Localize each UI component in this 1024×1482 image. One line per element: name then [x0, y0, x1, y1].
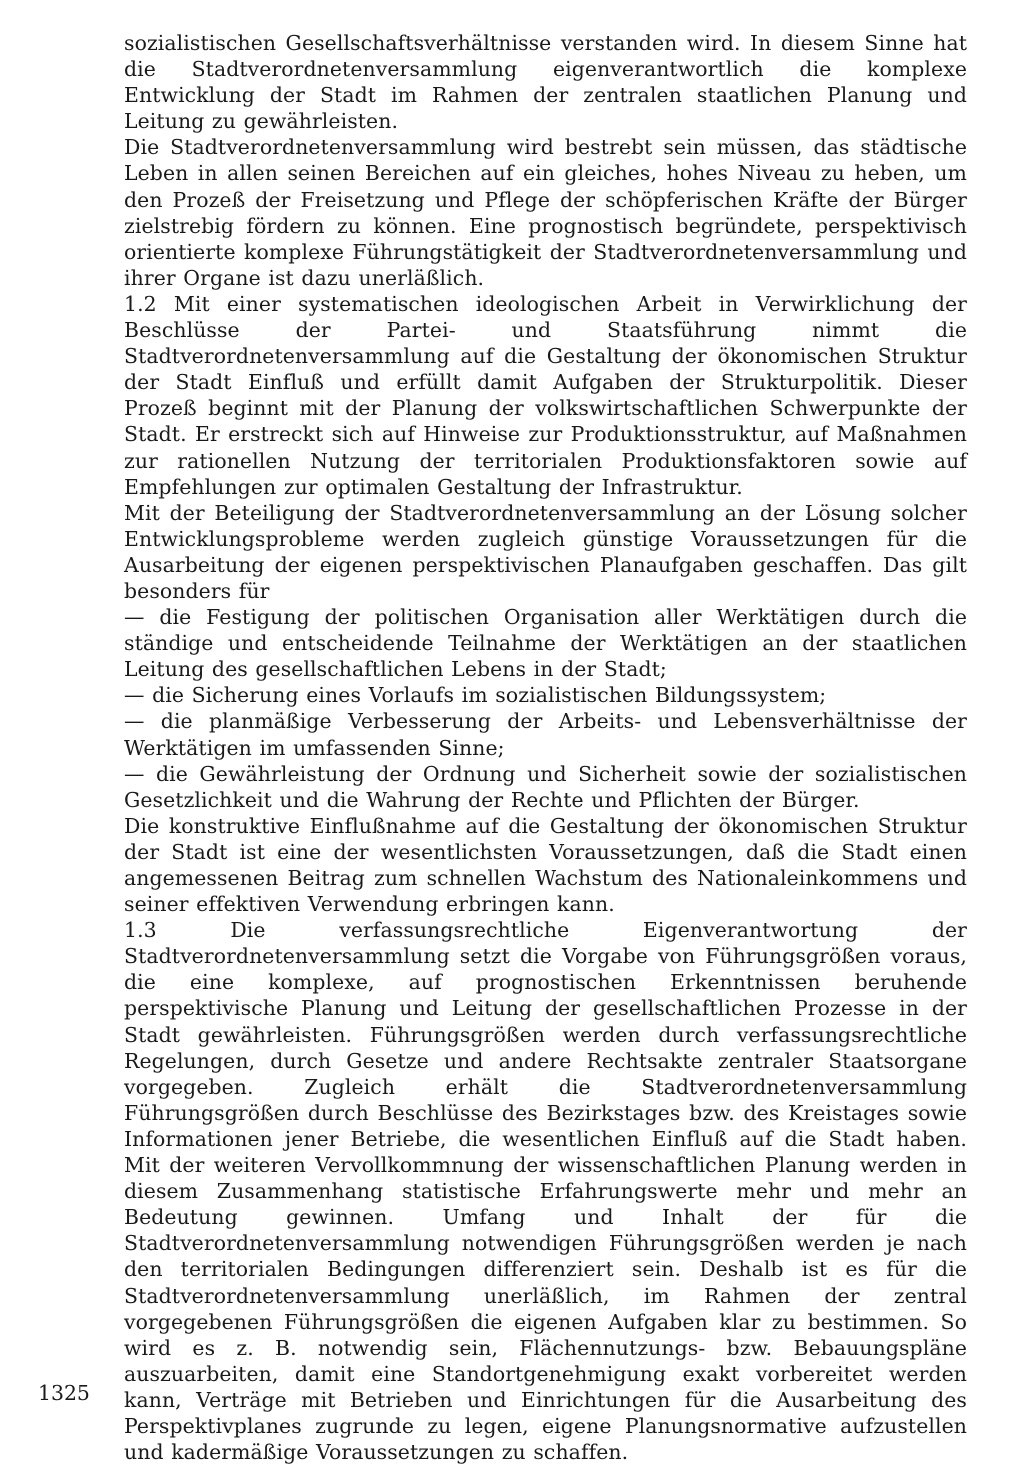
paragraph-section-1-3: 1.3 Die verfassungsrechtliche Eigenverantwortung der Stadtverordnetenversammlung setzt die Vorgabe von Führungsgrößen voraus, die eine komplexe, auf prognostischen Erkenntnissen beruhende perspektivische Planung und Leitung der gesellschaftlichen Prozesse in der Stadt gewährleisten. Führungsgrößen werden durch verfassungsrechtliche Regelungen, durch Gesetze und andere Rechtsakte zentraler Staatsorgane vorgegeben. Zugleich erhält die Stadtverordnetenversammlung Führungsgrößen durch Beschlüsse des Bezirkstages bzw. des Kreistages sowie Informationen jener Betriebe, die wesentlichen Einfluß auf die Stadt haben. Mit der weiteren Vervollkommnung der wissenschaftlichen Planung werden in diesem Zusammenhang statistische Erfahrungswerte mehr und mehr an Bedeutung gewinnen. Umfang und Inhalt der für die Stadtverordnetenversammlung notwendigen Führungsgrößen werden je nach den territorialen Bedingungen differenziert sein. Deshalb ist es für die Stadtverordnetenversammlung unerläßlich, im Rahmen der zentral vorgegebenen Führungsgrößen die eigenen Aufgaben klar zu bestimmen. So wird es z. B. notwendig sein, Flächennutzungs- bzw. Bebauungspläne auszuarbeiten, damit eine Standortgenehmigung exakt vorbereitet werden kann, Verträge mit Betrieben und Einrichtungen für die Ausarbeitung des Perspektivplanes zugrunde zu legen, eigene Planungsnormative aufzustellen und kadermäßige Voraussetzungen zu schaffen. — [124, 918, 967, 1465]
paragraph-town-life: Die Stadtverordnetenversammlung wird bestrebt sein müssen, das städtische Leben in allen seinen Bereichen auf ein gleiches, hohes Niveau zu heben, um den Prozeß der Freisetzung und Pflege der schöpferischen Kräfte der Bürger zielstrebig fördern zu können. Eine prognostisch begründete, perspektivisch orientierte komplexe Führungstätigkeit der Stadtverordnetenversammlung und ihrer Organe ist dazu unerläßlich. — [124, 135, 967, 290]
page-body — [124, 30, 967, 1465]
list-item-organisation: — die Festigung der politischen Organisation aller Werktätigen durch die ständige und entscheidende Teilnahme der Werktätigen an der staatlichen Leitung des gesellschaftlichen Lebens in der Stadt; — [124, 605, 967, 682]
list-item-education: — die Sicherung eines Vorlaufs im sozialistischen Bildungssystem; — [124, 683, 827, 708]
page-number: 1325 — [38, 1381, 90, 1405]
list-item-order-security: — die Gewährleistung der Ordnung und Sicherheit sowie der sozialistischen Gesetzlichkeit und die Wahrung der Rechte und Pflichten der Bürger. — [124, 761, 967, 812]
paragraph-intro: sozialistischen Gesellschaftsverhältnisse verstanden wird. In diesem Sinne hat die Stadtverordnetenversammlung eigenverantwortlich die komplexe Entwicklung der Stadt im Rahmen der zentralen staatlichen Planung und Leitung zu gewährleisten. — [124, 31, 967, 134]
paragraph-economic-structure: Die konstruktive Einflußnahme auf die Gestaltung der ökonomischen Struktur der Stadt ist eine der wesentlichsten Voraussetzungen, daß die Stadt einen angemessenen Beitrag zum schnellen Wachstum des Nationaleinkommens und seiner effektiven Verwendung erbringen kann. — [124, 813, 967, 917]
paragraph-section-1-2: 1.2 Mit einer systematischen ideologischen Arbeit in Verwirklichung der Beschlüsse der Partei- und Staatsführung nimmt die Stadtverordnetenversammlung auf die Gestaltung der ökonomischen Struktur der Stadt Einfluß und erfüllt damit Aufgaben der Strukturpolitik. Dieser Prozeß beginnt mit der Planung der volkswirtschaftlichen Schwerpunkte der Stadt. Er erstreckt sich auf Hinweise zur Produktionsstruktur, auf Maßnahmen zur rationellen Nutzung der territorialen Produktionsfaktoren sowie auf Empfehlungen zur optimalen Gestaltung der Infrastruktur. — [124, 291, 967, 499]
list-item-living-conditions: — die planmäßige Verbesserung der Arbeits- und Lebensverhältnisse der Werktätigen im umfassenden Sinne; — [124, 709, 967, 760]
paragraph-participation: Mit der Beteiligung der Stadtverordnetenversammlung an der Lösung solcher Entwicklungsprobleme werden zugleich günstige Voraussetzungen für die Ausarbeitung der eigenen perspektivischen Planaufgaben geschaffen. Das gilt besonders für — [124, 500, 967, 603]
